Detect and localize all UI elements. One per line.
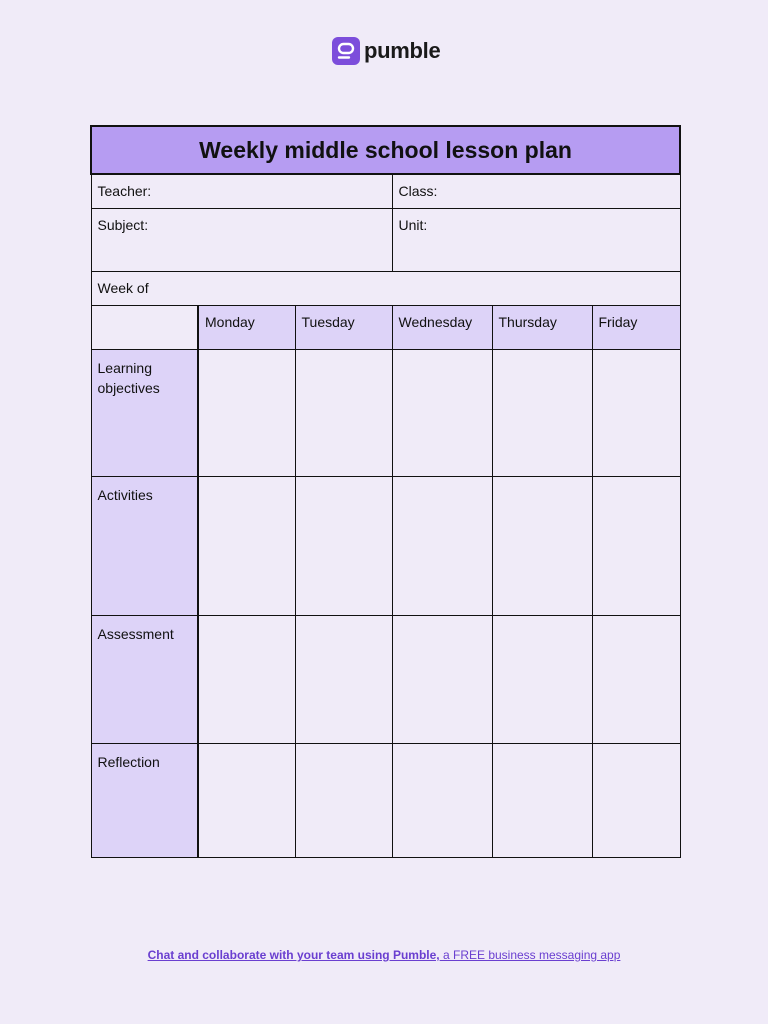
footer-link-bold: Chat and collaborate with your team using Pumble, <box>147 948 440 962</box>
day-header-friday: Friday <box>592 305 680 349</box>
cell-input[interactable] <box>295 743 392 857</box>
day-header-tuesday: Tuesday <box>295 305 392 349</box>
row-label-activities: Activities <box>91 476 198 615</box>
class-field[interactable]: Class: <box>392 174 680 208</box>
cell-input[interactable] <box>492 743 592 857</box>
teacher-field[interactable]: Teacher: <box>91 174 392 208</box>
cell-input[interactable] <box>295 476 392 615</box>
day-header-monday: Monday <box>198 305 295 349</box>
cell-input[interactable] <box>592 615 680 743</box>
brand-name: pumble <box>364 38 441 63</box>
cell-input[interactable] <box>295 615 392 743</box>
cell-input[interactable] <box>198 349 295 476</box>
cell-input[interactable] <box>492 349 592 476</box>
page-title: Weekly middle school lesson plan <box>91 126 680 174</box>
subject-field[interactable]: Subject: <box>91 208 392 271</box>
row-label-learning-objectives: Learning objectives <box>91 349 198 476</box>
week-of-field[interactable]: Week of <box>91 271 680 305</box>
cell-input[interactable] <box>492 476 592 615</box>
cell-input[interactable] <box>592 476 680 615</box>
pumble-logo <box>332 37 440 65</box>
pumble-logo-icon <box>332 37 360 65</box>
cell-input[interactable] <box>592 743 680 857</box>
footer-promo-link[interactable] <box>148 948 621 962</box>
cell-input[interactable] <box>392 476 492 615</box>
row-label-reflection: Reflection <box>91 743 198 857</box>
footer <box>0 948 768 962</box>
footer-link-rest: a FREE business messaging app <box>439 948 621 962</box>
unit-field[interactable]: Unit: <box>392 208 680 271</box>
corner-cell <box>91 305 198 349</box>
day-header-thursday: Thursday <box>492 305 592 349</box>
row-label-assessment: Assessment <box>91 615 198 743</box>
cell-input[interactable] <box>492 615 592 743</box>
cell-input[interactable] <box>392 615 492 743</box>
cell-input[interactable] <box>198 476 295 615</box>
cell-input[interactable] <box>198 743 295 857</box>
cell-input[interactable] <box>392 349 492 476</box>
cell-input[interactable] <box>392 743 492 857</box>
lesson-plan-table <box>90 125 681 858</box>
day-header-wednesday: Wednesday <box>392 305 492 349</box>
cell-input[interactable] <box>592 349 680 476</box>
cell-input[interactable] <box>295 349 392 476</box>
cell-input[interactable] <box>198 615 295 743</box>
